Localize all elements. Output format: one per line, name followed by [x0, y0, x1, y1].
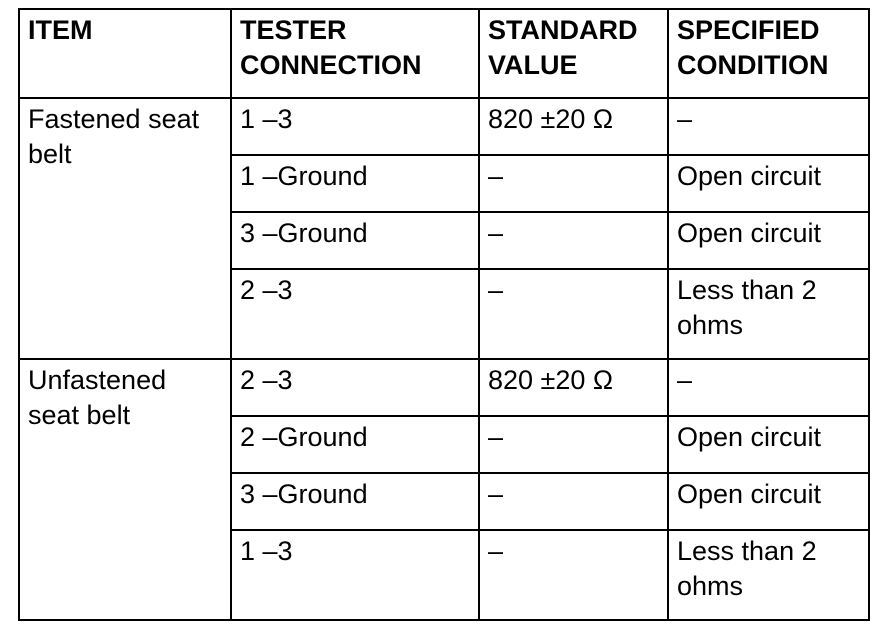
connection-cell: 2 –3 [231, 359, 479, 416]
inspection-table [18, 8, 870, 621]
condition-cell: Open circuit [668, 155, 869, 212]
connection-cell: 2 –3 [231, 269, 479, 359]
condition-cell: Open circuit [668, 473, 869, 530]
condition-cell: Open circuit [668, 212, 869, 269]
condition-cell: Open circuit [668, 416, 869, 473]
standard-value-cell: – [479, 269, 668, 359]
condition-cell: Less than 2 ohms [668, 530, 869, 620]
connection-cell: 1 –3 [231, 530, 479, 620]
standard-value-cell: 820 ±20 Ω [479, 359, 668, 416]
item-cell: Fastened seat belt [19, 98, 231, 359]
standard-value-cell: – [479, 155, 668, 212]
connection-cell: 1 –Ground [231, 155, 479, 212]
standard-value-cell: – [479, 416, 668, 473]
condition-cell: Less than 2 ohms [668, 269, 869, 359]
connection-cell: 2 –Ground [231, 416, 479, 473]
header-standard-value: STANDARD VALUE [479, 9, 668, 98]
standard-value-cell: – [479, 473, 668, 530]
table-row [19, 359, 869, 416]
header-tester-connection: TESTER CONNECTION [231, 9, 479, 98]
standard-value-cell: – [479, 212, 668, 269]
standard-value-cell: – [479, 530, 668, 620]
header-item: ITEM [19, 9, 231, 98]
item-cell: Unfastened seat belt [19, 359, 231, 620]
header-specified-condition: SPECIFIED CONDITION [668, 9, 869, 98]
standard-value-cell: 820 ±20 Ω [479, 98, 668, 155]
connection-cell: 1 –3 [231, 98, 479, 155]
table-row [19, 98, 869, 155]
connection-cell: 3 –Ground [231, 212, 479, 269]
connection-cell: 3 –Ground [231, 473, 479, 530]
header-row [19, 9, 869, 98]
condition-cell: – [668, 359, 869, 416]
condition-cell: – [668, 98, 869, 155]
